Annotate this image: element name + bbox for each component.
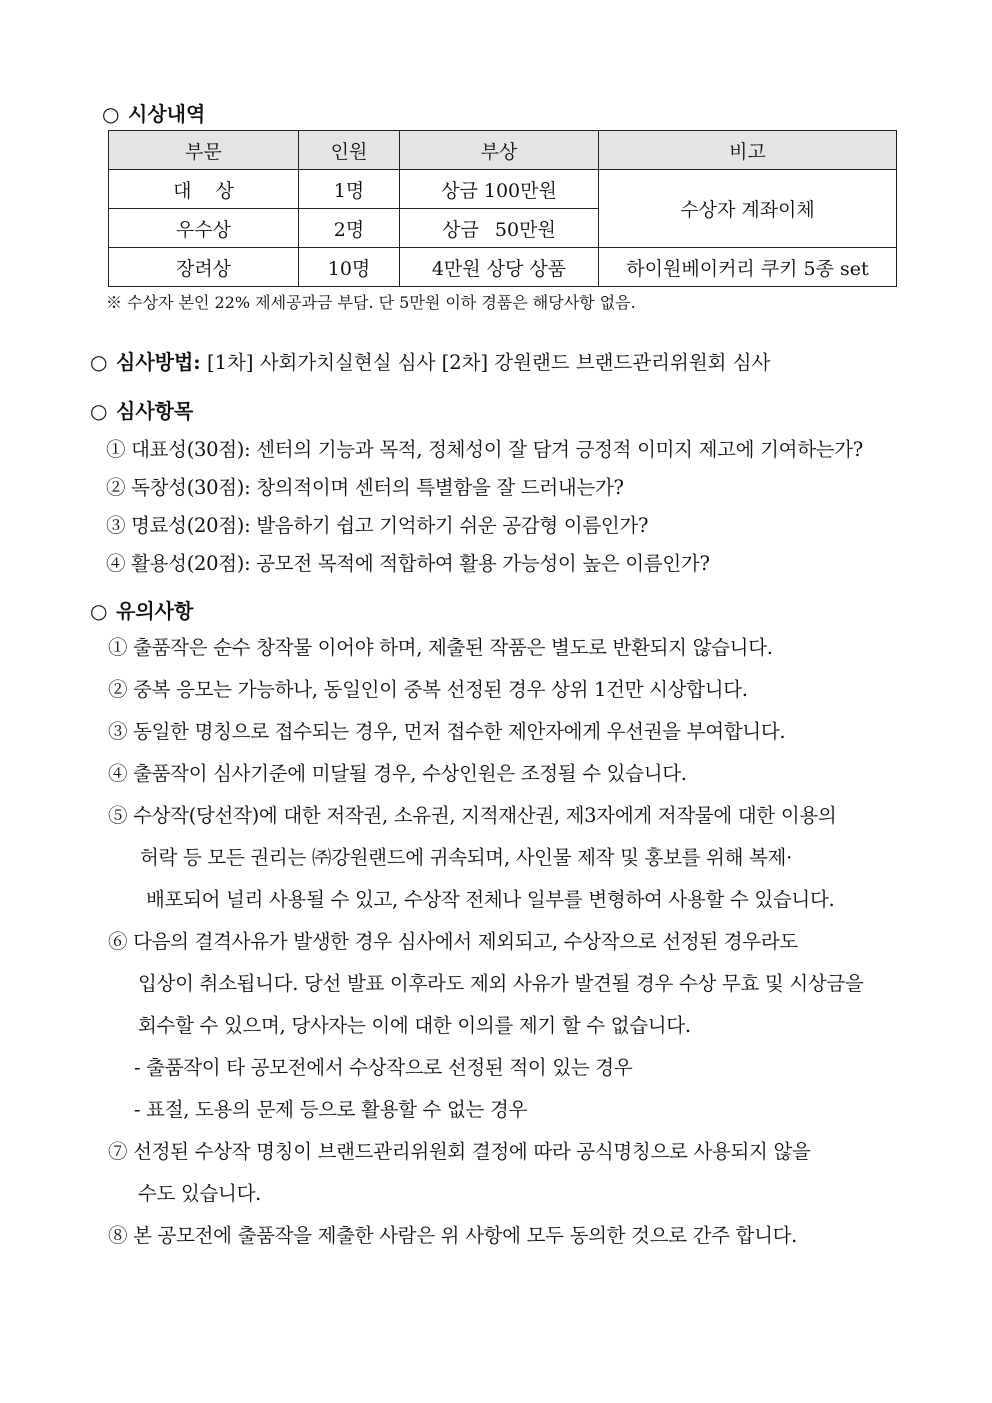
- award-table: [108, 130, 897, 287]
- header-note: 비고: [599, 131, 897, 170]
- row-prize: 4만원 상당 상품: [400, 248, 599, 287]
- notes-title: 유의사항: [116, 599, 194, 623]
- row-count: 10명: [299, 248, 400, 287]
- row-prize: 상금 100만원: [400, 170, 599, 209]
- row-count: 1명: [299, 170, 400, 209]
- table-row: [109, 248, 897, 287]
- award-section-title: 시상내역: [128, 102, 206, 126]
- list-item: ② 중복 응모는 가능하나, 동일인이 중복 선정된 경우 상위 1건만 시상합니다.: [108, 678, 748, 701]
- award-section-heading: [102, 98, 205, 127]
- list-item: ④ 활용성(20점): 공모전 목적에 적합하여 활용 가능성이 높은 이름인가?: [106, 552, 710, 575]
- list-item-continuation: 수도 있습니다.: [138, 1182, 262, 1205]
- list-item-continuation: 허락 등 모든 권리는 ㈜강원랜드에 귀속되며, 사인물 제작 및 홍보를 위해 복제·: [140, 846, 792, 869]
- list-item: ③ 동일한 명칭으로 접수되는 경우, 먼저 접수한 제안자에게 우선권을 부여합니다.: [108, 720, 786, 743]
- row-prize: 상금 50만원: [400, 209, 599, 248]
- award-table-header-row: [109, 131, 897, 170]
- bullet-icon: ○: [90, 599, 108, 623]
- list-item: ① 대표성(30점): 센터의 기능과 목적, 정체성이 잘 담겨 긍정적 이미지 제고에 기여하는가?: [106, 438, 863, 461]
- list-item: ① 출품작은 순수 창작물 이어야 하며, 제출된 작품은 별도로 반환되지 않습니다.: [108, 636, 773, 659]
- list-item: ⑥ 다음의 결격사유가 발생한 경우 심사에서 제외되고, 수상작으로 선정된 경우라도: [108, 930, 798, 953]
- list-item: ② 독창성(30점): 창의적이며 센터의 특별함을 잘 드러내는가?: [106, 476, 624, 499]
- sub-list-item: - 표절, 도용의 문제 등으로 활용할 수 없는 경우: [134, 1098, 528, 1121]
- header-category: 부문: [109, 131, 299, 170]
- bullet-icon: ○: [90, 399, 108, 423]
- list-item: ⑧ 본 공모전에 출품작을 제출한 사람은 위 사항에 모두 동의한 것으로 간주 합니다.: [108, 1224, 798, 1247]
- bullet-icon: ○: [102, 102, 120, 126]
- list-item: ④ 출품작이 심사기준에 미달될 경우, 수상인원은 조정될 수 있습니다.: [108, 762, 687, 785]
- bullet-icon: ○: [90, 350, 108, 374]
- row-count: 2명: [299, 209, 400, 248]
- table-row: [109, 170, 897, 209]
- review-method-text: [1차] 사회가치실현실 심사 [2차] 강원랜드 브랜드관리위원회 심사: [207, 351, 771, 374]
- row-merged-note: 수상자 계좌이체: [599, 170, 897, 248]
- list-item: ⑤ 수상작(당선작)에 대한 저작권, 소유권, 지적재산권, 제3자에게 저작물에 대한 이용의: [108, 804, 837, 827]
- list-item-continuation: 회수할 수 있으며, 당사자는 이에 대한 이의를 제기 할 수 없습니다.: [138, 1014, 691, 1037]
- row-category: 장려상: [109, 248, 299, 287]
- review-items-title: 심사항목: [116, 399, 194, 423]
- header-count: 인원: [299, 131, 400, 170]
- notes-heading: [90, 595, 193, 624]
- award-footnote: ※ 수상자 본인 22% 제세공과금 부담. 단 5만원 이하 경품은 해당사항 없음.: [106, 293, 636, 312]
- review-method-label: 심사방법:: [116, 350, 201, 374]
- list-item-continuation: 배포되어 널리 사용될 수 있고, 수상작 전체나 일부를 변형하여 사용할 수 있습니다.: [146, 888, 835, 911]
- review-items-heading: [90, 395, 193, 424]
- row-note: 하이원베이커리 쿠키 5종 set: [599, 248, 897, 287]
- row-category: 우수상: [109, 209, 299, 248]
- list-item-continuation: 입상이 취소됩니다. 당선 발표 이후라도 제외 사유가 발견될 경우 수상 무효 및 시상금을: [138, 972, 864, 995]
- sub-list-item: - 출품작이 타 공모전에서 수상작으로 선정된 적이 있는 경우: [134, 1056, 633, 1079]
- review-method-line: [90, 346, 770, 375]
- list-item: ③ 명료성(20점): 발음하기 쉽고 기억하기 쉬운 공감형 이름인가?: [106, 514, 649, 537]
- row-category: 대 상: [109, 170, 299, 209]
- header-prize: 부상: [400, 131, 599, 170]
- list-item: ⑦ 선정된 수상작 명칭이 브랜드관리위원회 결정에 따라 공식명칭으로 사용되지 않을: [108, 1140, 811, 1163]
